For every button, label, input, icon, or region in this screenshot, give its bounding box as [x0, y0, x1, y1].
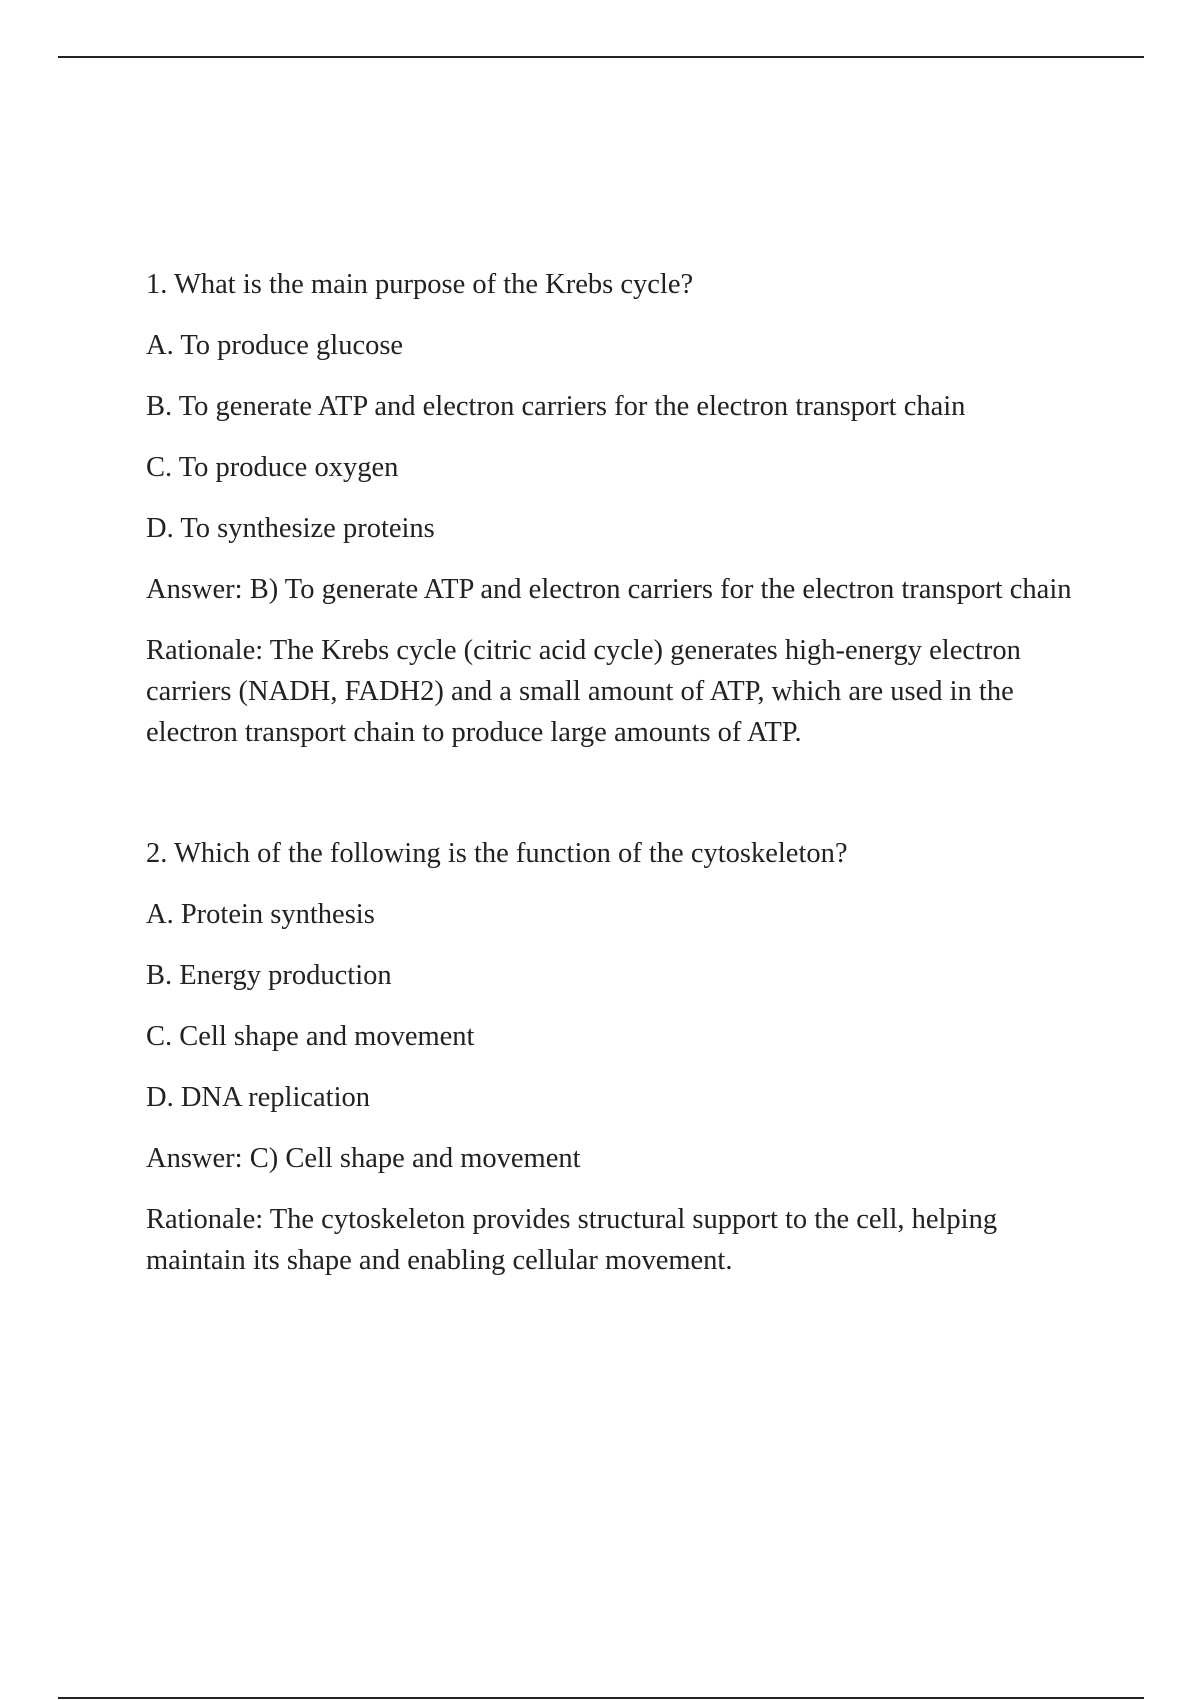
question-2-option-b: B. Energy production — [146, 960, 392, 991]
question-2-text: 2. Which of the following is the function of the cytoskeleton? — [146, 838, 848, 869]
question-2 — [146, 833, 1086, 1281]
question-1-answer: Answer: B) To generate ATP and electron carriers for the electron transport chain — [146, 574, 1072, 605]
question-2-option-a: A. Protein synthesis — [146, 899, 375, 930]
question-1-option-a: A. To produce glucose — [146, 330, 404, 361]
question-1-rationale: Rationale: The Krebs cycle (citric acid cycle) generates high-energy electron carriers (NADH, FADH2) and a small amount of ATP, which are used in the electron transport chain to produce large amounts of ATP. — [146, 635, 1021, 748]
question-2-option-d: D. DNA replication — [146, 1082, 370, 1113]
question-2-option-c: C. Cell shape and movement — [146, 1021, 475, 1052]
question-1-text: 1. What is the main purpose of the Krebs cycle? — [146, 269, 694, 300]
question-2-answer: Answer: C) Cell shape and movement — [146, 1143, 581, 1174]
header-rule — [58, 56, 1144, 58]
question-1-option-b: B. To generate ATP and electron carriers for the electron transport chain — [146, 391, 966, 422]
question-1 — [146, 264, 1086, 753]
document-body — [146, 264, 1086, 1281]
question-1-option-d: D. To synthesize proteins — [146, 513, 435, 544]
question-2-rationale: Rationale: The cytoskeleton provides structural support to the cell, helping maintain its shape and enabling cellular movement. — [146, 1204, 998, 1276]
question-1-option-c: C. To produce oxygen — [146, 452, 399, 483]
footer-rule — [58, 1697, 1144, 1699]
